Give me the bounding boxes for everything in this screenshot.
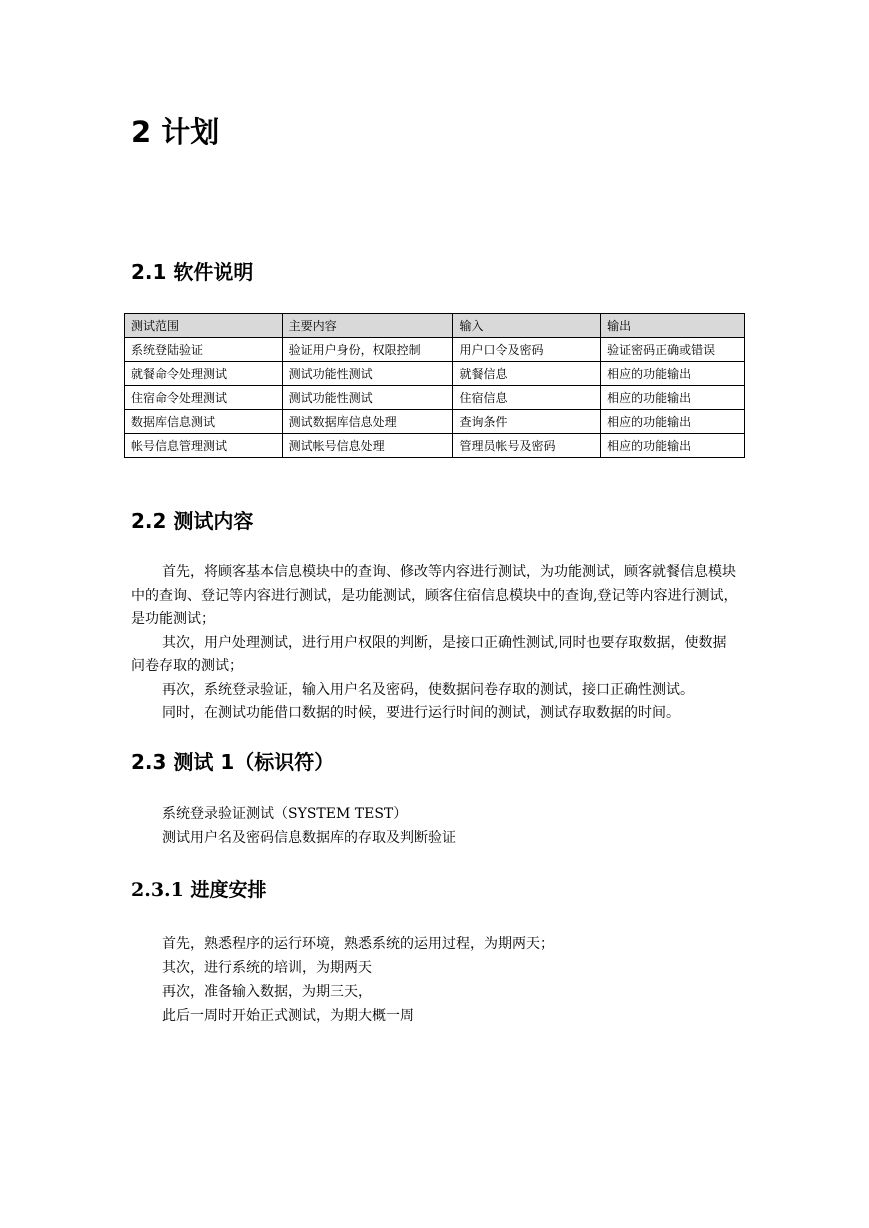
table-cell: 用户口令及密码 xyxy=(453,338,601,362)
table-cell: 数据库信息测试 xyxy=(125,410,283,434)
table-row xyxy=(125,386,745,410)
table-cell: 查询条件 xyxy=(453,410,601,434)
section-title-2-3: 2.3 测试 1（标识符） xyxy=(131,750,335,774)
table-cell: 住宿信息 xyxy=(453,386,601,410)
text-line: 此后一周时开始正式测试，为期大概一周 xyxy=(162,1008,414,1024)
table-cell: 相应的功能输出 xyxy=(601,362,745,386)
table-cell: 就餐命令处理测试 xyxy=(125,362,283,386)
table-cell: 测试帐号信息处理 xyxy=(282,434,453,458)
table-row xyxy=(125,410,745,434)
table-header-cell: 主要内容 xyxy=(282,314,453,338)
table-cell: 就餐信息 xyxy=(453,362,601,386)
table-header-cell: 输入 xyxy=(453,314,601,338)
table-header-cell: 测试范围 xyxy=(125,314,283,338)
table-cell: 管理员帐号及密码 xyxy=(453,434,601,458)
table-header-row xyxy=(125,314,745,338)
text-line: 首先，熟悉程序的运行环境，熟悉系统的运用过程，为期两天； xyxy=(162,936,554,952)
table-cell: 验证密码正确或错误 xyxy=(601,338,745,362)
section-title-2-3-1: 2.3.1 进度安排 xyxy=(131,879,267,901)
text-line: 系统登录验证测试（SYSTEM TEST） xyxy=(162,806,408,822)
schedule-body xyxy=(162,932,742,1028)
text-line: 测试用户名及密码信息数据库的存取及判断验证 xyxy=(162,830,456,846)
test-content-body xyxy=(131,561,739,726)
table-cell: 相应的功能输出 xyxy=(601,386,745,410)
table-cell: 测试数据库信息处理 xyxy=(282,410,453,434)
section-title-2-2: 2.2 测试内容 xyxy=(131,509,254,533)
table-cell: 相应的功能输出 xyxy=(601,410,745,434)
text-line: 再次，准备输入数据，为期三天， xyxy=(162,984,372,1000)
section-title-2-1: 2.1 软件说明 xyxy=(131,260,254,284)
table-cell: 系统登陆验证 xyxy=(125,338,283,362)
table-cell: 验证用户身份，权限控制 xyxy=(282,338,453,362)
paragraph: 同时，在测试功能借口数据的时候，要进行运行时间的测试，测试存取数据的时间。 xyxy=(162,705,680,721)
table-header-cell: 输出 xyxy=(601,314,745,338)
paragraph: 再次，系统登录验证，输入用户名及密码，使数据问卷存取的测试，接口正确性测试。 xyxy=(162,681,694,698)
paragraph: 首先，将顾客基本信息模块中的查询、修改等内容进行测试，为功能测试，顾客就餐信息模块中的查询、登记等内容进行测试，是功能测试，顾客住宿信息模块中的查询,登记等内容进行测试，是功能测试； xyxy=(131,564,738,627)
table-row xyxy=(125,434,745,458)
paragraph: 其次，用户处理测试，进行用户权限的判断，是接口正确性测试,同时也要存取数据，使数据问卷存取的测试； xyxy=(131,634,727,674)
table-cell: 测试功能性测试 xyxy=(282,362,453,386)
table-row xyxy=(125,338,745,362)
table-cell: 住宿命令处理测试 xyxy=(125,386,283,410)
chapter-title: 2 计划 xyxy=(131,115,220,149)
table-cell: 帐号信息管理测试 xyxy=(125,434,283,458)
table-row xyxy=(125,362,745,386)
test-1-body xyxy=(162,802,742,850)
table-cell: 相应的功能输出 xyxy=(601,434,745,458)
software-spec-table xyxy=(124,313,745,458)
table-cell: 测试功能性测试 xyxy=(282,386,453,410)
text-line: 其次，进行系统的培训，为期两天 xyxy=(162,960,372,976)
